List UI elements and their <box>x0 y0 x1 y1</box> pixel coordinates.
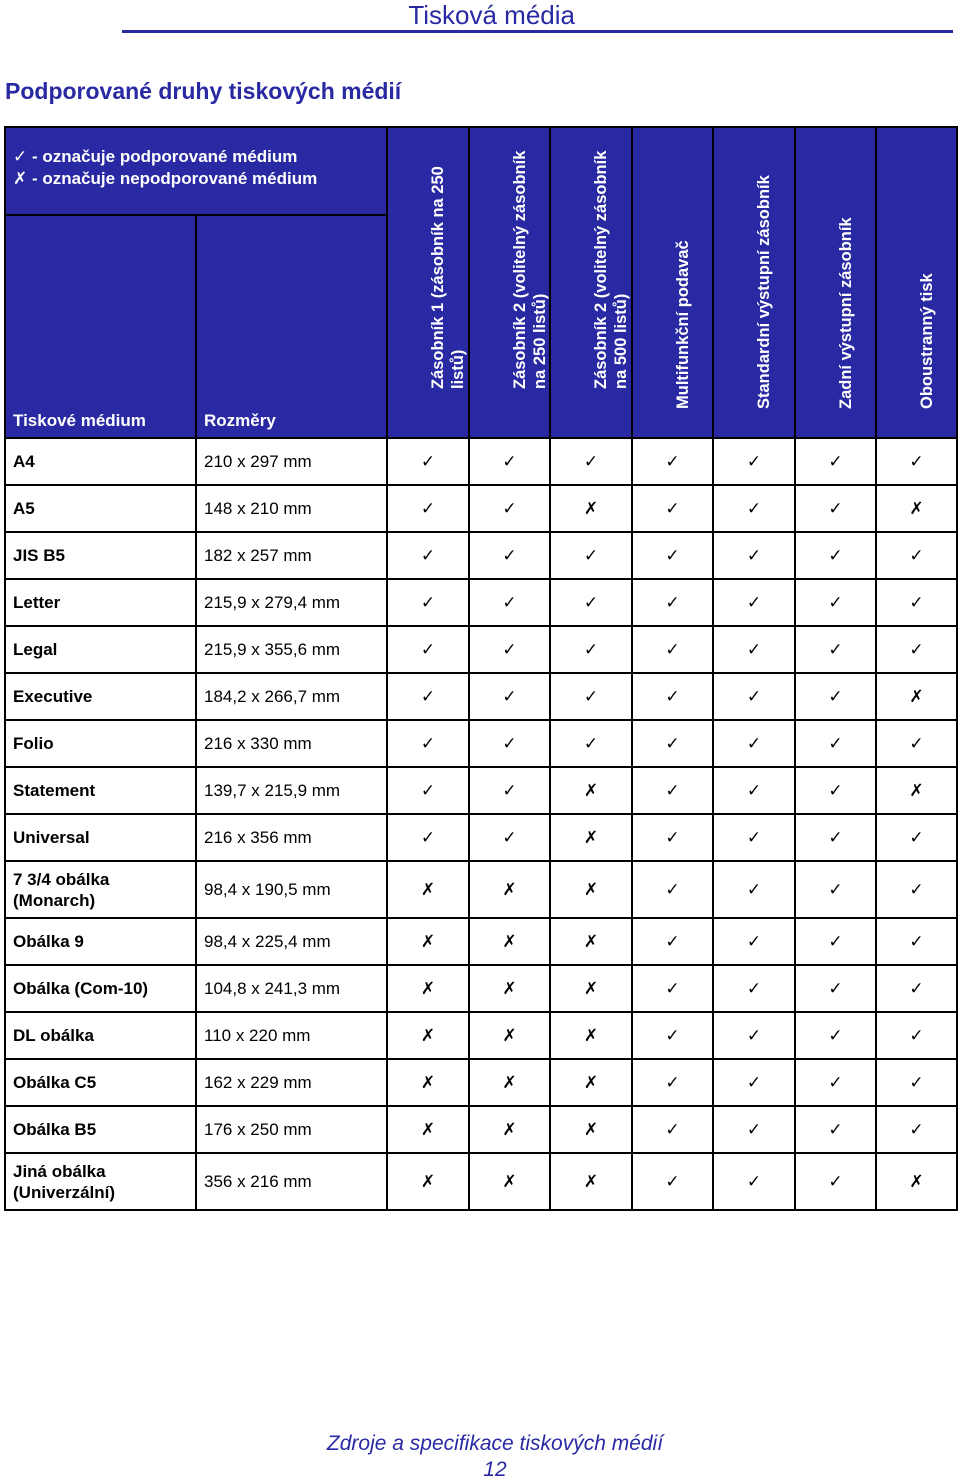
legend <box>5 127 387 215</box>
cross-icon: ✗ <box>469 1106 550 1153</box>
media-name: A4 <box>5 438 196 485</box>
check-icon: ✓ <box>713 1059 795 1106</box>
check-icon: ✓ <box>387 626 469 673</box>
check-icon: ✓ <box>876 814 957 861</box>
col-header-medium: Tiskové médium <box>5 215 196 438</box>
check-icon: ✓ <box>795 767 876 814</box>
media-size: 148 x 210 mm <box>196 485 387 532</box>
cross-icon: ✗ <box>550 485 632 532</box>
check-icon: ✓ <box>713 626 795 673</box>
table-row <box>5 767 957 814</box>
page-header-title: Tisková média <box>408 0 575 30</box>
check-icon: ✓ <box>795 918 876 965</box>
check-icon: ✓ <box>387 767 469 814</box>
check-icon: ✓ <box>469 673 550 720</box>
page-number: 12 <box>483 1458 507 1481</box>
check-icon: ✓ <box>632 626 713 673</box>
check-icon: ✓ <box>713 673 795 720</box>
check-icon: ✓ <box>632 1153 713 1210</box>
col-header-source-4: Multifunkční podavač <box>632 127 713 438</box>
media-name: Folio <box>5 720 196 767</box>
check-icon: ✓ <box>632 1059 713 1106</box>
check-icon: ✓ <box>795 485 876 532</box>
table-row <box>5 720 957 767</box>
check-icon: ✓ <box>876 1059 957 1106</box>
col-header-source-5: Standardní výstupní zásobník <box>713 127 795 438</box>
cross-icon: ✗ <box>469 1059 550 1106</box>
media-size: 104,8 x 241,3 mm <box>196 965 387 1012</box>
check-icon: ✓ <box>387 438 469 485</box>
cross-icon: ✗ <box>876 1153 957 1210</box>
check-icon: ✓ <box>713 532 795 579</box>
check-icon: ✓ <box>876 720 957 767</box>
media-name: JIS B5 <box>5 532 196 579</box>
check-icon: ✓ <box>469 579 550 626</box>
media-name: Obálka C5 <box>5 1059 196 1106</box>
cross-icon: ✗ <box>387 965 469 1012</box>
media-name: Letter <box>5 579 196 626</box>
check-icon: ✓ <box>550 673 632 720</box>
media-size: 356 x 216 mm <box>196 1153 387 1210</box>
cross-icon: ✗ <box>469 1012 550 1059</box>
check-icon: ✓ <box>713 965 795 1012</box>
check-icon: ✓ <box>795 1153 876 1210</box>
media-size: 184,2 x 266,7 mm <box>196 673 387 720</box>
check-icon: ✓ <box>469 532 550 579</box>
check-icon: ✓ <box>13 147 28 166</box>
media-size: 216 x 356 mm <box>196 814 387 861</box>
check-icon: ✓ <box>876 626 957 673</box>
table-row <box>5 438 957 485</box>
check-icon: ✓ <box>795 720 876 767</box>
footer-title: Zdroje a specifikace tiskových médií <box>326 1432 664 1455</box>
cross-icon: ✗ <box>876 767 957 814</box>
check-icon: ✓ <box>550 532 632 579</box>
check-icon: ✓ <box>876 438 957 485</box>
cross-icon: ✗ <box>469 1153 550 1210</box>
col-header-source-2: Zásobník 2 (volitelný zásobník na 250 listů) <box>469 127 550 438</box>
cross-icon: ✗ <box>550 1106 632 1153</box>
media-size: 210 x 297 mm <box>196 438 387 485</box>
media-size: 98,4 x 225,4 mm <box>196 918 387 965</box>
check-icon: ✓ <box>387 485 469 532</box>
col-header-size: Rozměry <box>196 215 387 438</box>
media-name: Obálka (Com-10) <box>5 965 196 1012</box>
check-icon: ✓ <box>632 814 713 861</box>
legend-unsupported: ✗ - označuje nepodporované médium <box>13 169 318 188</box>
check-icon: ✓ <box>632 1012 713 1059</box>
check-icon: ✓ <box>632 720 713 767</box>
cross-icon: ✗ <box>550 1153 632 1210</box>
table-row <box>5 532 957 579</box>
cross-icon: ✗ <box>469 965 550 1012</box>
check-icon: ✓ <box>387 814 469 861</box>
media-size: 176 x 250 mm <box>196 1106 387 1153</box>
check-icon: ✓ <box>387 673 469 720</box>
check-icon: ✓ <box>713 767 795 814</box>
media-size: 216 x 330 mm <box>196 720 387 767</box>
check-icon: ✓ <box>632 965 713 1012</box>
check-icon: ✓ <box>713 720 795 767</box>
check-icon: ✓ <box>713 918 795 965</box>
col-header-source-6: Zadní výstupní zásobník <box>795 127 876 438</box>
check-icon: ✓ <box>632 438 713 485</box>
media-size: 139,7 x 215,9 mm <box>196 767 387 814</box>
cross-icon: ✗ <box>387 1059 469 1106</box>
cross-icon: ✗ <box>387 1012 469 1059</box>
media-size: 162 x 229 mm <box>196 1059 387 1106</box>
cross-icon: ✗ <box>876 673 957 720</box>
media-name: Obálka 9 <box>5 918 196 965</box>
media-name: DL obálka <box>5 1012 196 1059</box>
check-icon: ✓ <box>632 1106 713 1153</box>
check-icon: ✓ <box>876 861 957 918</box>
table-row <box>5 673 957 720</box>
cross-icon: ✗ <box>550 965 632 1012</box>
check-icon: ✓ <box>632 532 713 579</box>
col-header-source-1: Zásobník 1 (zásobník na 250 listů) <box>387 127 469 438</box>
check-icon: ✓ <box>550 626 632 673</box>
media-name: Statement <box>5 767 196 814</box>
check-icon: ✓ <box>795 673 876 720</box>
check-icon: ✓ <box>876 532 957 579</box>
check-icon: ✓ <box>795 965 876 1012</box>
check-icon: ✓ <box>469 767 550 814</box>
check-icon: ✓ <box>713 861 795 918</box>
media-size: 182 x 257 mm <box>196 532 387 579</box>
check-icon: ✓ <box>469 438 550 485</box>
table-row <box>5 965 957 1012</box>
table-body <box>5 438 957 1210</box>
cross-icon: ✗ <box>387 918 469 965</box>
cross-icon: ✗ <box>550 1012 632 1059</box>
check-icon: ✓ <box>795 579 876 626</box>
table-row <box>5 1153 957 1210</box>
check-icon: ✓ <box>387 532 469 579</box>
check-icon: ✓ <box>469 485 550 532</box>
media-name: Executive <box>5 673 196 720</box>
cross-icon: ✗ <box>550 767 632 814</box>
check-icon: ✓ <box>876 1106 957 1153</box>
cross-icon: ✗ <box>550 814 632 861</box>
check-icon: ✓ <box>876 579 957 626</box>
check-icon: ✓ <box>795 626 876 673</box>
table-row <box>5 579 957 626</box>
check-icon: ✓ <box>876 1012 957 1059</box>
check-icon: ✓ <box>469 720 550 767</box>
cross-icon: ✗ <box>469 918 550 965</box>
media-size: 215,9 x 355,6 mm <box>196 626 387 673</box>
cross-icon: ✗ <box>550 918 632 965</box>
table-row <box>5 861 957 918</box>
check-icon: ✓ <box>387 579 469 626</box>
check-icon: ✓ <box>713 1106 795 1153</box>
check-icon: ✓ <box>469 626 550 673</box>
media-name: Legal <box>5 626 196 673</box>
check-icon: ✓ <box>713 579 795 626</box>
media-name: Jiná obálka (Univerzální) <box>5 1153 196 1210</box>
check-icon: ✓ <box>713 438 795 485</box>
check-icon: ✓ <box>387 720 469 767</box>
table-row <box>5 1012 957 1059</box>
media-name: 7 3/4 obálka (Monarch) <box>5 861 196 918</box>
check-icon: ✓ <box>469 814 550 861</box>
table-row <box>5 1106 957 1153</box>
legend-supported: ✓ - označuje podporované médium <box>13 147 298 166</box>
media-name: A5 <box>5 485 196 532</box>
cross-icon: ✗ <box>469 861 550 918</box>
check-icon: ✓ <box>713 814 795 861</box>
table-row <box>5 918 957 965</box>
check-icon: ✓ <box>795 1059 876 1106</box>
check-icon: ✓ <box>632 485 713 532</box>
check-icon: ✓ <box>795 438 876 485</box>
media-support-table <box>4 126 958 1211</box>
check-icon: ✓ <box>795 861 876 918</box>
check-icon: ✓ <box>632 673 713 720</box>
check-icon: ✓ <box>632 918 713 965</box>
col-header-source-3: Zásobník 2 (volitelný zásobník na 500 listů) <box>550 127 632 438</box>
table-row <box>5 485 957 532</box>
cross-icon: ✗ <box>387 861 469 918</box>
cross-icon: ✗ <box>550 1059 632 1106</box>
check-icon: ✓ <box>550 438 632 485</box>
check-icon: ✓ <box>550 579 632 626</box>
media-size: 110 x 220 mm <box>196 1012 387 1059</box>
media-name: Obálka B5 <box>5 1106 196 1153</box>
table-row <box>5 626 957 673</box>
media-name: Universal <box>5 814 196 861</box>
cross-icon: ✗ <box>876 485 957 532</box>
check-icon: ✓ <box>876 918 957 965</box>
check-icon: ✓ <box>632 861 713 918</box>
check-icon: ✓ <box>795 1012 876 1059</box>
check-icon: ✓ <box>632 579 713 626</box>
check-icon: ✓ <box>550 720 632 767</box>
check-icon: ✓ <box>876 965 957 1012</box>
col-header-source-7: Oboustranný tisk <box>876 127 957 438</box>
check-icon: ✓ <box>713 485 795 532</box>
check-icon: ✓ <box>713 1153 795 1210</box>
table-row <box>5 1059 957 1106</box>
check-icon: ✓ <box>795 1106 876 1153</box>
check-icon: ✓ <box>713 1012 795 1059</box>
media-size: 215,9 x 279,4 mm <box>196 579 387 626</box>
cross-icon: ✗ <box>13 169 28 188</box>
table-row <box>5 814 957 861</box>
cross-icon: ✗ <box>387 1106 469 1153</box>
cross-icon: ✗ <box>550 861 632 918</box>
check-icon: ✓ <box>795 814 876 861</box>
section-title: Podporované druhy tiskových médií <box>5 78 402 104</box>
check-icon: ✓ <box>632 767 713 814</box>
check-icon: ✓ <box>795 532 876 579</box>
media-size: 98,4 x 190,5 mm <box>196 861 387 918</box>
cross-icon: ✗ <box>387 1153 469 1210</box>
